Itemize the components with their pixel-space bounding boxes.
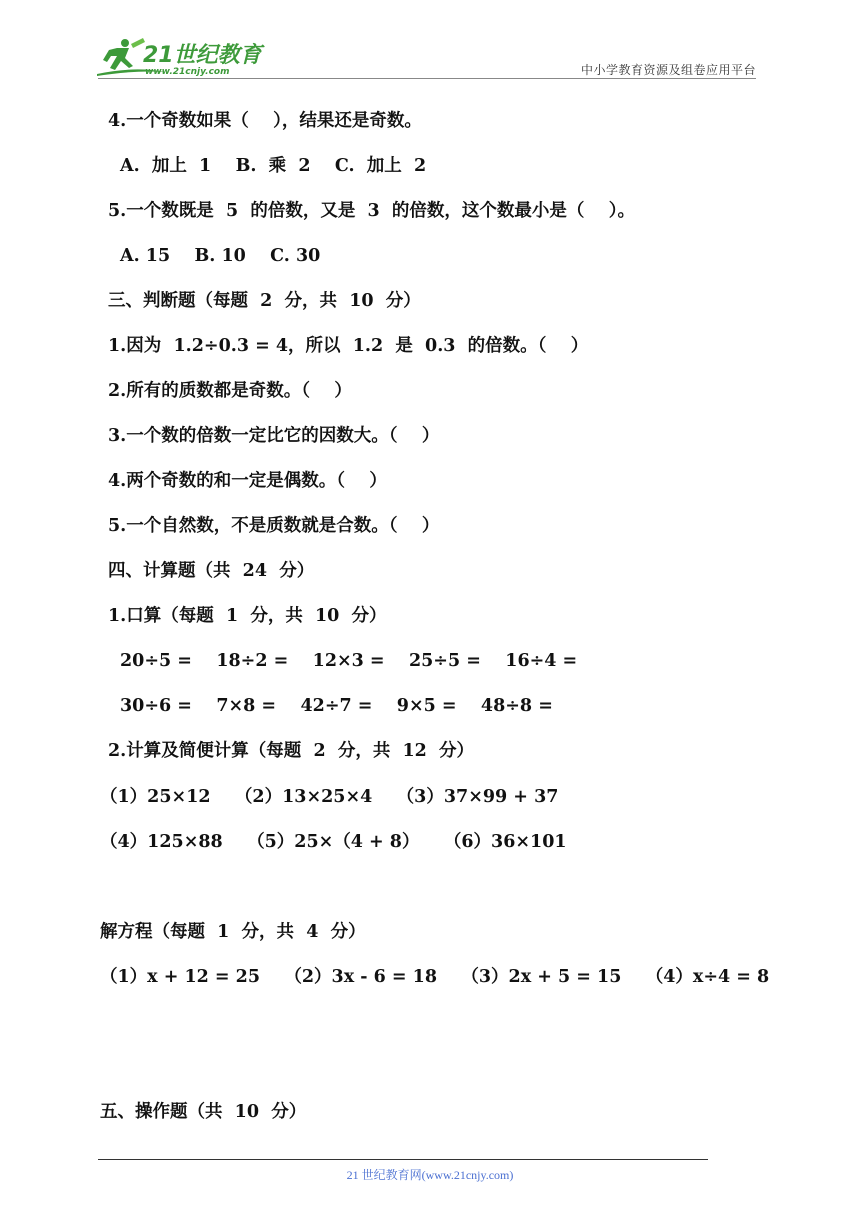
equations-row: （1）x + 12 = 25 （2）3x - 6 = 18 （3）2x + 5 = 15 （4）x÷4 = 8 (100, 967, 770, 987)
logo-text: 21世纪教育 (143, 43, 262, 68)
runner-logo-icon (95, 36, 265, 78)
oral-calc-row-1: 20÷5 = 18÷2 = 12×3 = 25÷5 = 16÷4 = (120, 651, 578, 671)
header-tagline: 中小学教育资源及组卷应用平台 (580, 63, 756, 77)
judgment-question-4: 4.两个奇数的和一定是偶数。（ ） (108, 471, 387, 491)
section-3-title: 三、判断题（每题 2 分，共 10 分） (108, 291, 421, 311)
judgment-question-3: 3.一个数的倍数一定比它的因数大。（ ） (108, 426, 440, 446)
oral-calc-row-2: 30÷6 = 7×8 = 42÷7 = 9×5 = 48÷8 = (120, 696, 553, 716)
section-4-title: 四、计算题（共 24 分） (108, 561, 315, 581)
calc-row-2: （4）125×88 （5）25×（4 + 8） （6）36×101 (100, 832, 567, 852)
site-logo (95, 36, 265, 78)
page-header (0, 0, 860, 90)
calc-row-1: （1）25×12 （2）13×25×4 （3）37×99 + 37 (100, 787, 559, 807)
equations-title: 解方程（每题 1 分，共 4 分） (100, 922, 366, 942)
logo-url: www.21cnjy.com (145, 67, 230, 77)
header-divider (98, 78, 756, 79)
footer-link[interactable]: 21 世纪教育网(www.21cnjy.com) (346, 1168, 514, 1182)
question-5-options: A. 15 B. 10 C. 30 (120, 246, 321, 266)
question-5: 5.一个数既是 5 的倍数，又是 3 的倍数，这个数最小是（ ）。 (108, 201, 635, 221)
footer-divider (98, 1159, 708, 1160)
judgment-question-2: 2.所有的质数都是奇数。（ ） (108, 381, 352, 401)
judgment-question-5: 5.一个自然数，不是质数就是合数。（ ） (108, 516, 440, 536)
question-4: 4.一个奇数如果（ ），结果还是奇数。 (108, 111, 422, 131)
section-5-title: 五、操作题（共 10 分） (100, 1102, 307, 1122)
question-4-options: A. 加上 1 B. 乘 2 C. 加上 2 (120, 156, 427, 176)
calc-title: 2.计算及简便计算（每题 2 分，共 12 分） (108, 741, 475, 761)
oral-calc-title: 1.口算（每题 1 分，共 10 分） (108, 606, 387, 626)
judgment-question-1: 1.因为 1.2÷0.3 = 4，所以 1.2 是 0.3 的倍数。（ ） (108, 336, 589, 356)
